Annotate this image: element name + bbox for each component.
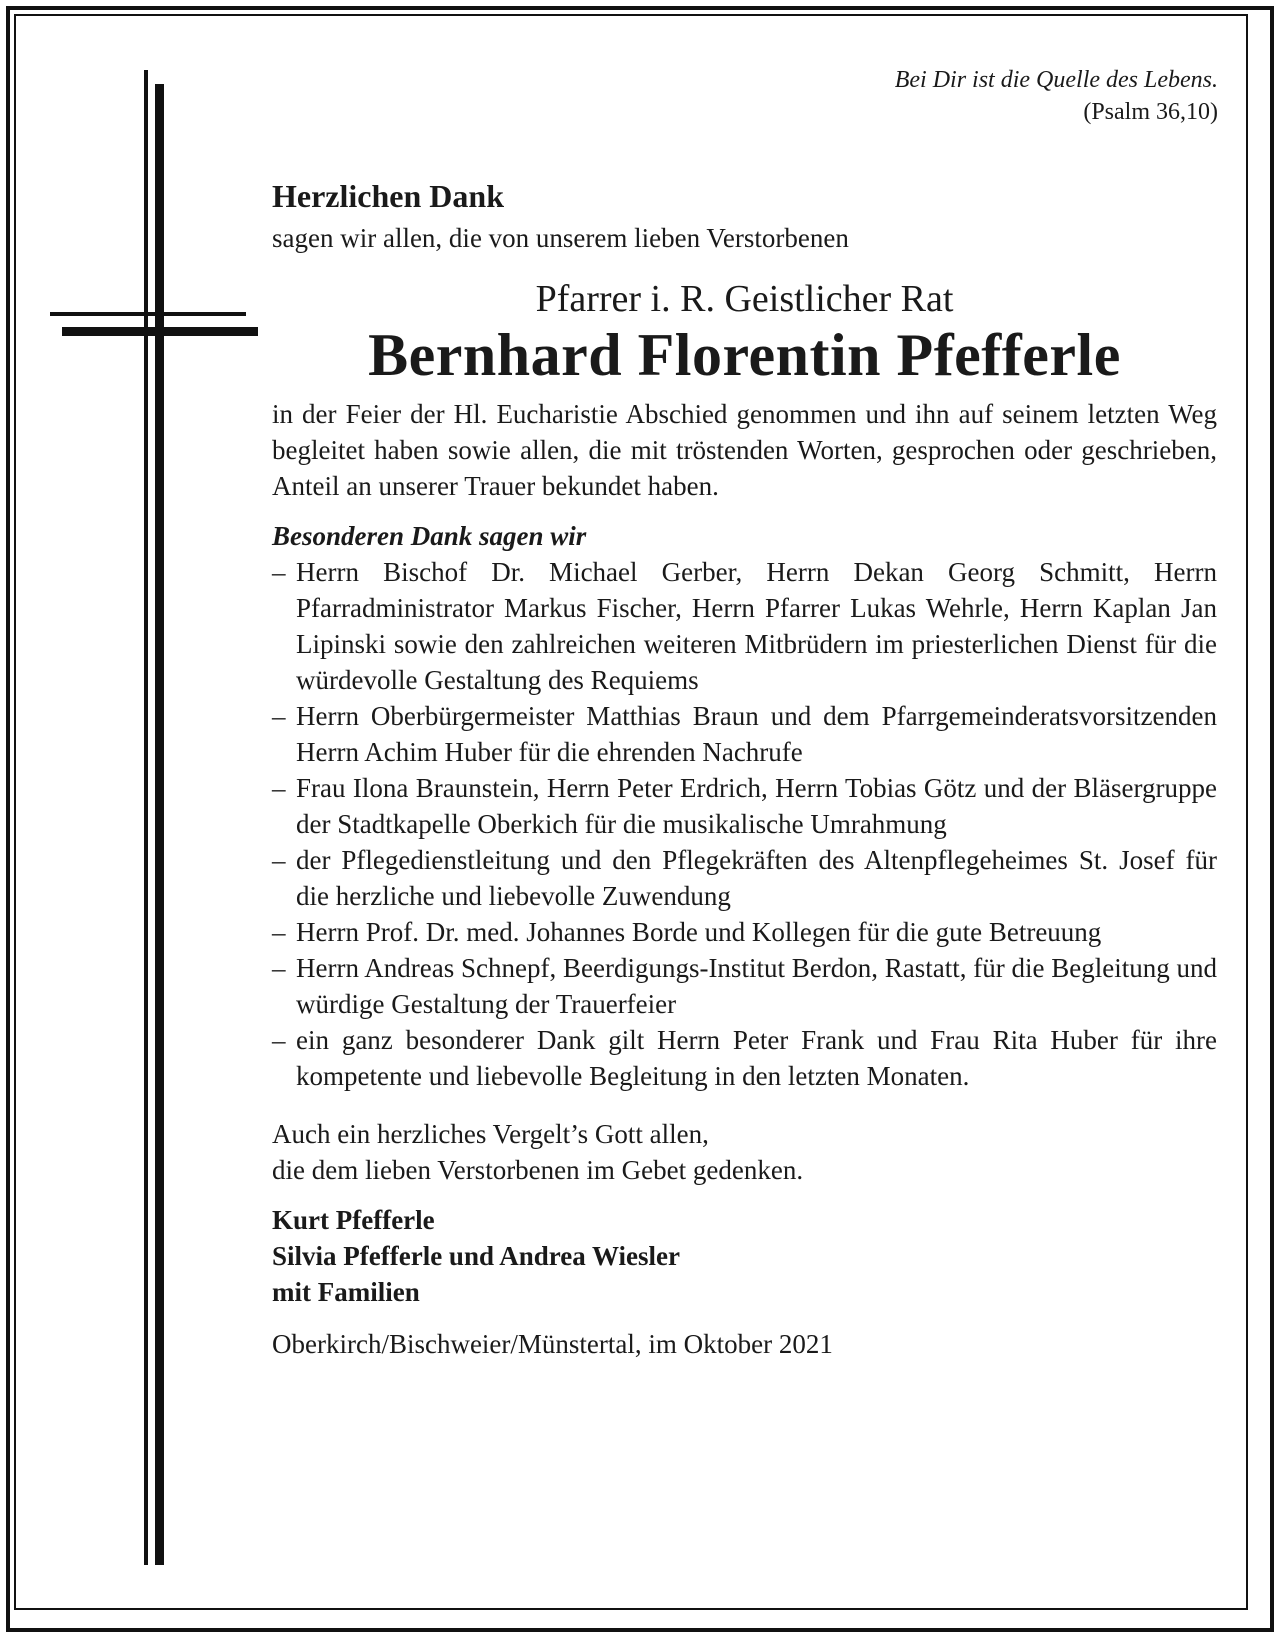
notice-body	[272, 176, 1217, 1362]
special-thanks-list	[272, 554, 1217, 1094]
bible-motto	[895, 64, 1218, 128]
list-item	[272, 770, 1217, 842]
list-item-text: Frau Ilona Braunstein, Herrn Peter Erdrich, Herrn Tobias Götz und der Bläsergruppe der Stadtkapelle Oberkich für die musikalische Umrahmung	[296, 773, 1217, 839]
list-item	[272, 554, 1217, 698]
list-item	[272, 698, 1217, 770]
cross-vertical-thin	[144, 70, 148, 1565]
body-paragraph: in der Feier der Hl. Eucharistie Abschied genommen und ihn auf seinem letzten Weg begleitet haben sowie allen, die mit tröstenden Worten, gesprochen oder geschrieben, Anteil an unserer Trauer bekundet haben.	[272, 399, 1217, 501]
list-item-text: Herrn Prof. Dr. med. Johannes Borde und Kollegen für die gute Betreuung	[296, 917, 1102, 947]
motto-verse: Bei Dir ist die Quelle des Lebens.	[894, 67, 1218, 93]
list-item-text: ein ganz besonderer Dank gilt Herrn Peter Frank und Frau Rita Huber für ihre kompetente und liebevolle Begleitung in den letzten Monaten.	[296, 1025, 1217, 1091]
thanks-heading: Herzlichen Dank	[272, 178, 504, 214]
list-item	[272, 842, 1217, 914]
list-item-text: Herrn Bischof Dr. Michael Gerber, Herrn Dekan Georg Schmitt, Herrn Pfarradministrator Markus Fischer, Herrn Pfarrer Lukas Wehrle, Herrn Kaplan Jan Lipinski sowie den zahlreichen weiteren Mitbrüdern im priesterlichen Dienst für die würdevolle Gestaltung des Requiems	[296, 557, 1217, 695]
list-item-text: Herrn Oberbürgermeister Matthias Braun und dem Pfarrgemeinderatsvorsitzenden Herrn Achim Huber für die ehrenden Nachrufe	[296, 701, 1217, 767]
signer-line-3: mit Familien	[272, 1277, 420, 1307]
intro-line: sagen wir allen, die von unserem lieben Verstorbenen	[272, 223, 849, 253]
closing-line-2: die dem lieben Verstorbenen im Gebet gedenken.	[272, 1155, 804, 1185]
motto-reference: (Psalm 36,10)	[1083, 99, 1218, 125]
dash-marker: –	[272, 773, 286, 803]
dash-marker: –	[272, 1025, 286, 1055]
signer-line-1: Kurt Pfefferle	[272, 1205, 435, 1235]
closing-line-1: Auch ein herzliches Vergelt’s Gott allen,	[272, 1119, 709, 1149]
place-date: Oberkirch/Bischweier/Münstertal, im Oktober 2021	[272, 1329, 833, 1359]
list-item	[272, 1022, 1217, 1094]
cross-horizontal-thin	[50, 312, 246, 316]
deceased-title: Pfarrer i. R. Geistlicher Rat	[535, 278, 954, 320]
list-item	[272, 950, 1217, 1022]
signers	[272, 1202, 1217, 1310]
closing-blessing	[272, 1116, 1217, 1188]
list-item	[272, 914, 1217, 950]
dash-marker: –	[272, 953, 286, 983]
list-item-text: der Pflegedienstleitung und den Pflegekräften des Altenpflegeheimes St. Josef für die herzliche und liebevolle Zuwendung	[296, 845, 1217, 911]
dash-marker: –	[272, 845, 286, 875]
cross-horizontal-thick	[62, 327, 258, 336]
list-item-text: Herrn Andreas Schnepf, Beerdigungs-Institut Berdon, Rastatt, für die Begleitung und würdige Gestaltung der Trauerfeier	[296, 953, 1217, 1019]
signer-line-2: Silvia Pfefferle und Andrea Wiesler	[272, 1241, 680, 1271]
dash-marker: –	[272, 701, 286, 731]
deceased-name: Bernhard Florentin Pfefferle	[368, 322, 1121, 388]
special-thanks-heading: Besonderen Dank sagen wir	[272, 521, 587, 551]
dash-marker: –	[272, 917, 286, 947]
dash-marker: –	[272, 557, 286, 587]
cross-vertical-thick	[155, 84, 164, 1565]
